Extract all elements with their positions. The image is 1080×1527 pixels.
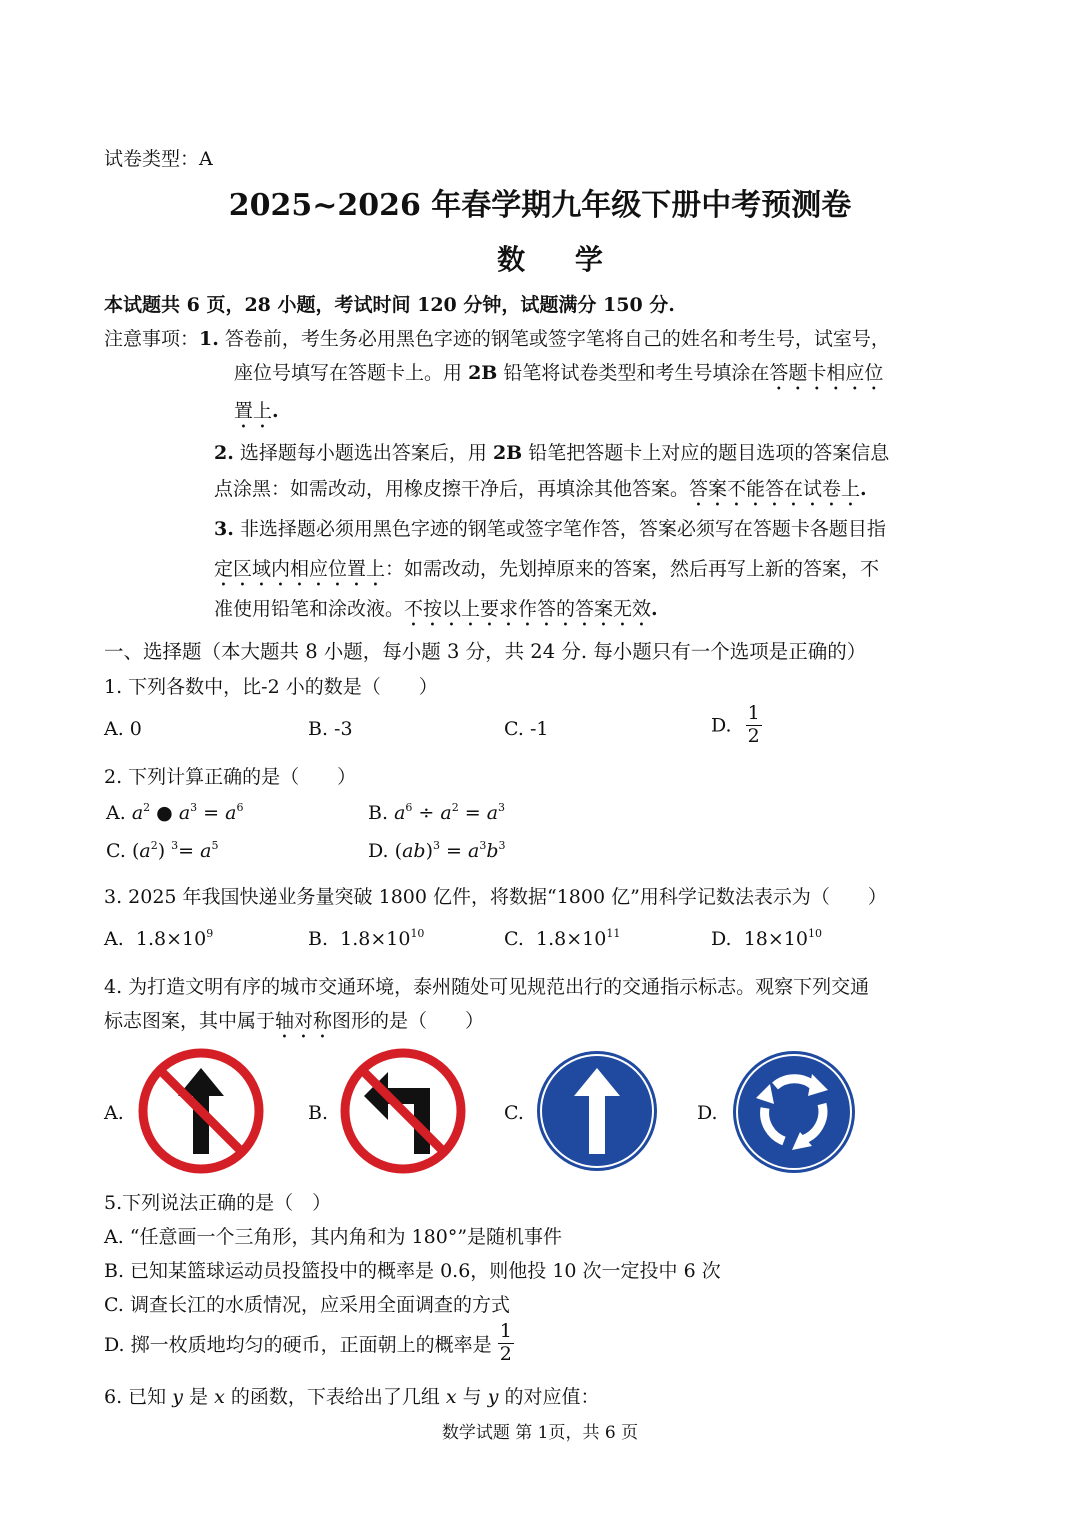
paper-type: 试卷类型：A: [104, 148, 213, 170]
q1-option-d: D. $\frac{1}{2}$: [711, 702, 760, 747]
note-2-line-2: 点涂黑：如需改动，用橡皮擦干净后，再填涂其他答案。答案不能答在试卷上.: [214, 478, 867, 500]
q3-option-b: B. $1.8\times 10^{10}$: [308, 927, 425, 950]
q5-option-a: A. “任意画一个三角形，其内角和为 180°”是随机事件: [104, 1226, 563, 1248]
q4-option-b-label: B.: [308, 1102, 329, 1124]
q2-option-b: B. $a^6 \div a^2 = a^3$: [368, 801, 506, 824]
note-1-number: 1.: [199, 328, 219, 350]
q1-stem: 1. 下列各数中，比-2 小的数是（ ）: [104, 676, 438, 698]
q4-stem-line-1: 4. 为打造文明有序的城市交通环境，泰州随处可见规范出行的交通指示标志。观察下列交通: [104, 976, 870, 998]
q1-option-b: B. -3: [308, 718, 353, 740]
roundabout-sign-icon: [730, 1048, 858, 1176]
note-3-line-2: 定区域内相应位置上：如需改动，先划掉原来的答案，然后再写上新的答案，不: [214, 558, 880, 580]
q2-option-c: C. $(a^2)$ $^3= a^5$: [106, 839, 219, 862]
note-1-line-2: 座位号填写在答题卡上。用 2B 铅笔将试卷类型和考生号填涂在答题卡相应位: [234, 362, 884, 384]
q2-option-d: D. $(ab)^3 = a^3b^3$: [368, 839, 506, 862]
q4-option-a-label: A.: [104, 1102, 124, 1124]
q2-stem: 2. 下列计算正确的是（ ）: [104, 766, 357, 788]
q5-option-d: D. 掷一枚质地均匀的硬币，正面朝上的概率是 $\frac{1}{2}$: [104, 1320, 512, 1365]
exam-info: 本试题共 6 页，28 小题，考试时间 120 分钟，试题满分 150 分.: [104, 294, 675, 316]
q5-option-c: C. 调查长江的水质情况，应采用全面调查的方式: [104, 1294, 510, 1316]
q4-stem-line-2: 标志图案，其中属于轴对称图形的是（ ）: [104, 1010, 485, 1032]
subject-title: 数 学: [497, 243, 623, 276]
note-1-line-1: 答卷前，考生务必用黑色字迹的钢笔或签字笔将自己的姓名和考生号，试室号，: [224, 328, 890, 350]
q1-option-c: C. -1: [504, 718, 549, 740]
q5-stem: 5.下列说法正确的是（ ）: [104, 1192, 332, 1214]
q2-option-a: A. $a^2$ ● $a^3 = a^6$: [106, 801, 244, 824]
notes-block: [104, 324, 890, 351]
q1-option-a: A. 0: [104, 718, 142, 740]
q6-stem: 6. 已知 y 是 x 的函数，下表给出了几组 x 与 y 的对应值：: [104, 1386, 600, 1408]
straight-ahead-sign-icon: [534, 1048, 660, 1174]
q4-option-c-label: C.: [504, 1102, 524, 1124]
q3-option-c: C. $1.8\times 10^{11}$: [504, 927, 621, 950]
no-straight-sign-icon: [138, 1048, 264, 1174]
notes-label: 注意事项：: [104, 328, 200, 350]
q3-option-d: D. $18\times 10^{10}$: [711, 927, 822, 950]
q3-stem: 3. 2025 年我国快递业务量突破 1800 亿件，将数据“1800 亿”用科学记数法表示为（ ）: [104, 886, 887, 908]
q3-option-a: A. $1.8\times 10^9$: [104, 927, 214, 950]
note-3-line-1: 3. 非选择题必须用黑色字迹的钢笔或签字笔作答，答案必须写在答题卡各题目指: [214, 518, 886, 540]
section-1-title: 一、选择题（本大题共 8 小题，每小题 3 分，共 24 分. 每小题只有一个选项是正确的）: [104, 640, 867, 663]
note-2-line-1: 2. 选择题每小题选出答案后，用 2B 铅笔把答题卡上对应的题目选项的答案信息: [214, 442, 890, 464]
note-3-line-3: 准使用铅笔和涂改液。不按以上要求作答的答案无效.: [214, 598, 658, 620]
no-left-turn-sign-icon: [340, 1048, 466, 1174]
main-title: 2025~2026 年春学期九年级下册中考预测卷: [228, 188, 852, 223]
note-1-line-3: 置上.: [234, 400, 279, 422]
q1-d-fraction: $\frac{1}{2}$: [747, 702, 760, 747]
page-footer: 数学试题 第 1页，共 6 页: [441, 1423, 639, 1443]
q5-option-b: B. 已知某篮球运动员投篮投中的概率是 0.6，则他投 10 次一定投中 6 次: [104, 1260, 721, 1282]
q5-d-fraction: $\frac{1}{2}$: [499, 1320, 512, 1365]
q4-option-d-label: D.: [697, 1102, 718, 1124]
